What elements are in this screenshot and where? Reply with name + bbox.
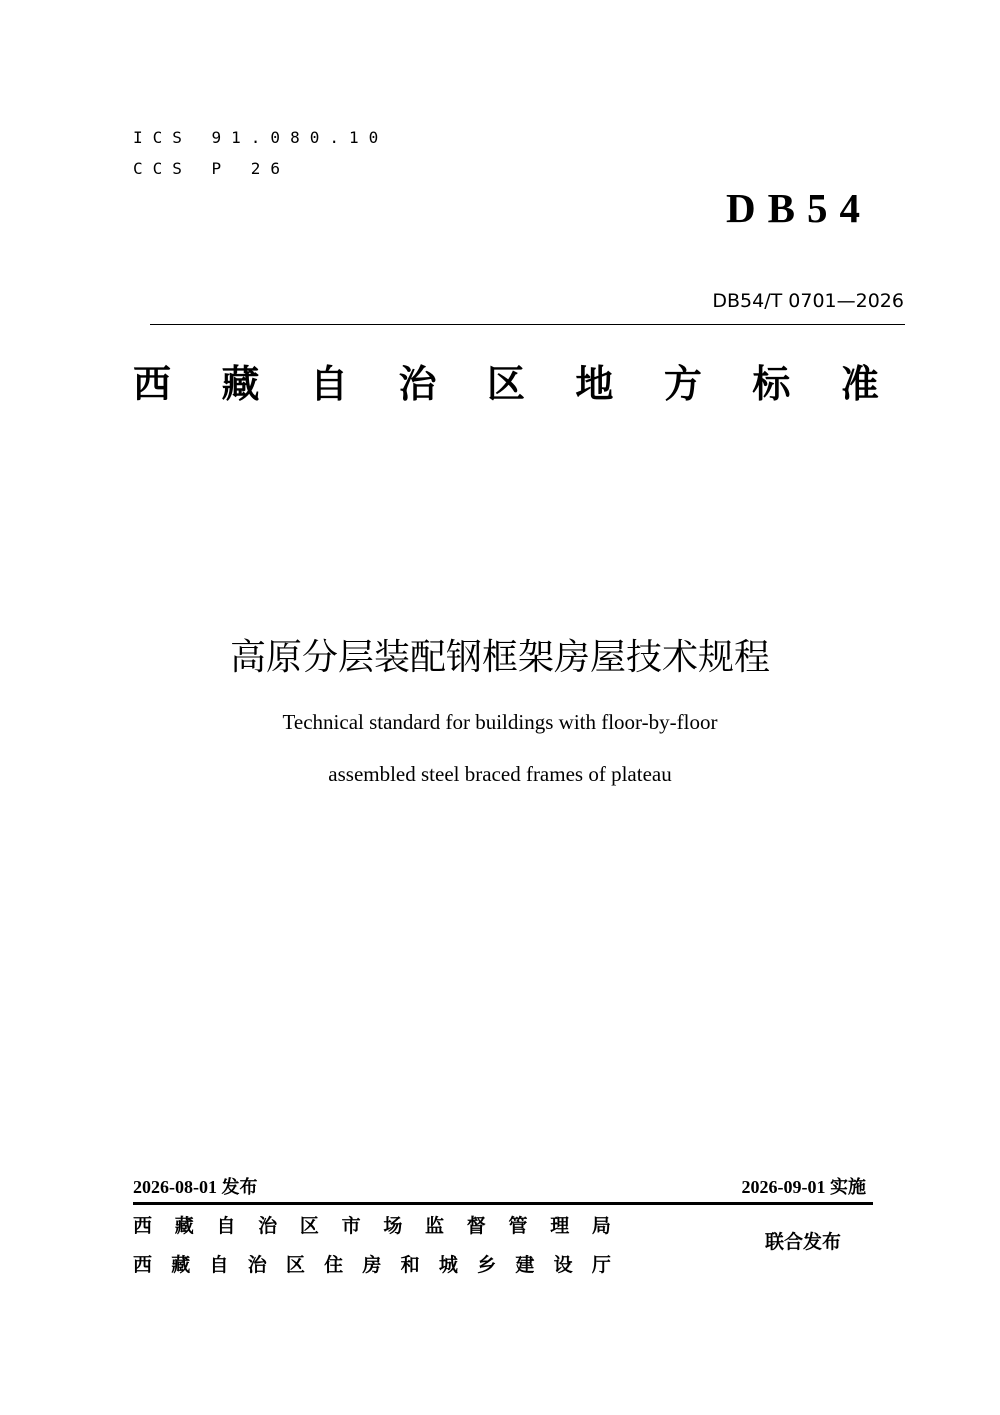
standard-type-char: 准 xyxy=(840,362,879,406)
issuer-char: 治 xyxy=(258,1215,278,1237)
db-code: DB54 xyxy=(726,185,872,231)
issuer-char: 厅 xyxy=(591,1254,611,1276)
issuer-char: 房 xyxy=(362,1254,382,1276)
standard-type-char: 区 xyxy=(486,362,525,406)
issuer-char: 藏 xyxy=(171,1254,191,1276)
issuer-char: 治 xyxy=(247,1254,267,1276)
issuer-housing-construction xyxy=(133,1252,611,1278)
date-row xyxy=(133,1174,866,1200)
issuer-char: 场 xyxy=(383,1215,403,1237)
standard-type-char: 自 xyxy=(309,362,348,406)
standard-type-char: 藏 xyxy=(221,362,260,406)
issuer-char: 西 xyxy=(133,1254,153,1276)
issuer-char: 自 xyxy=(209,1254,229,1276)
issuer-char: 市 xyxy=(341,1215,361,1237)
document-title-english-line1: Technical standard for buildings with floor-by-floor xyxy=(282,710,718,734)
issuer-char: 建 xyxy=(515,1254,535,1276)
issuer-market-supervision xyxy=(133,1213,611,1239)
standard-number: DB54/T 0701—2026 xyxy=(712,290,904,312)
standard-type-char: 地 xyxy=(575,362,614,406)
standard-type-char: 西 xyxy=(133,362,172,406)
issuer-char: 西 xyxy=(133,1215,153,1237)
issuer-char: 区 xyxy=(299,1215,319,1237)
implement-date: 2026-09-01 实施 xyxy=(741,1177,866,1197)
issuer-char: 督 xyxy=(466,1215,486,1237)
document-title-english-line2: assembled steel braced frames of plateau xyxy=(328,762,672,786)
issuer-char: 管 xyxy=(508,1215,528,1237)
document-title-chinese: 高原分层装配钢框架房屋技术规程 xyxy=(229,637,770,678)
issuer-char: 和 xyxy=(400,1254,420,1276)
issuer-char: 设 xyxy=(553,1254,573,1276)
bottom-divider xyxy=(133,1202,873,1205)
issuer-char: 藏 xyxy=(174,1215,194,1237)
issuer-char: 住 xyxy=(324,1254,344,1276)
issuer-char: 理 xyxy=(550,1215,570,1237)
ics-code: ICS 91.080.10 xyxy=(133,128,389,147)
standard-type-char: 方 xyxy=(663,362,702,406)
publish-date: 2026-08-01 发布 xyxy=(133,1177,258,1197)
issuer-char: 局 xyxy=(591,1215,611,1237)
issuer-char: 区 xyxy=(285,1254,305,1276)
issuer-char: 监 xyxy=(425,1215,445,1237)
standard-type-char: 标 xyxy=(752,362,791,406)
issuer-char: 自 xyxy=(216,1215,236,1237)
issuer-char: 乡 xyxy=(477,1254,497,1276)
standard-type-char: 治 xyxy=(398,362,437,406)
joint-release-label: 联合发布 xyxy=(765,1231,842,1253)
issuer-char: 城 xyxy=(438,1254,458,1276)
ccs-code: CCS P 26 xyxy=(133,159,291,178)
standard-type-heading xyxy=(133,360,879,408)
top-divider xyxy=(150,324,905,325)
